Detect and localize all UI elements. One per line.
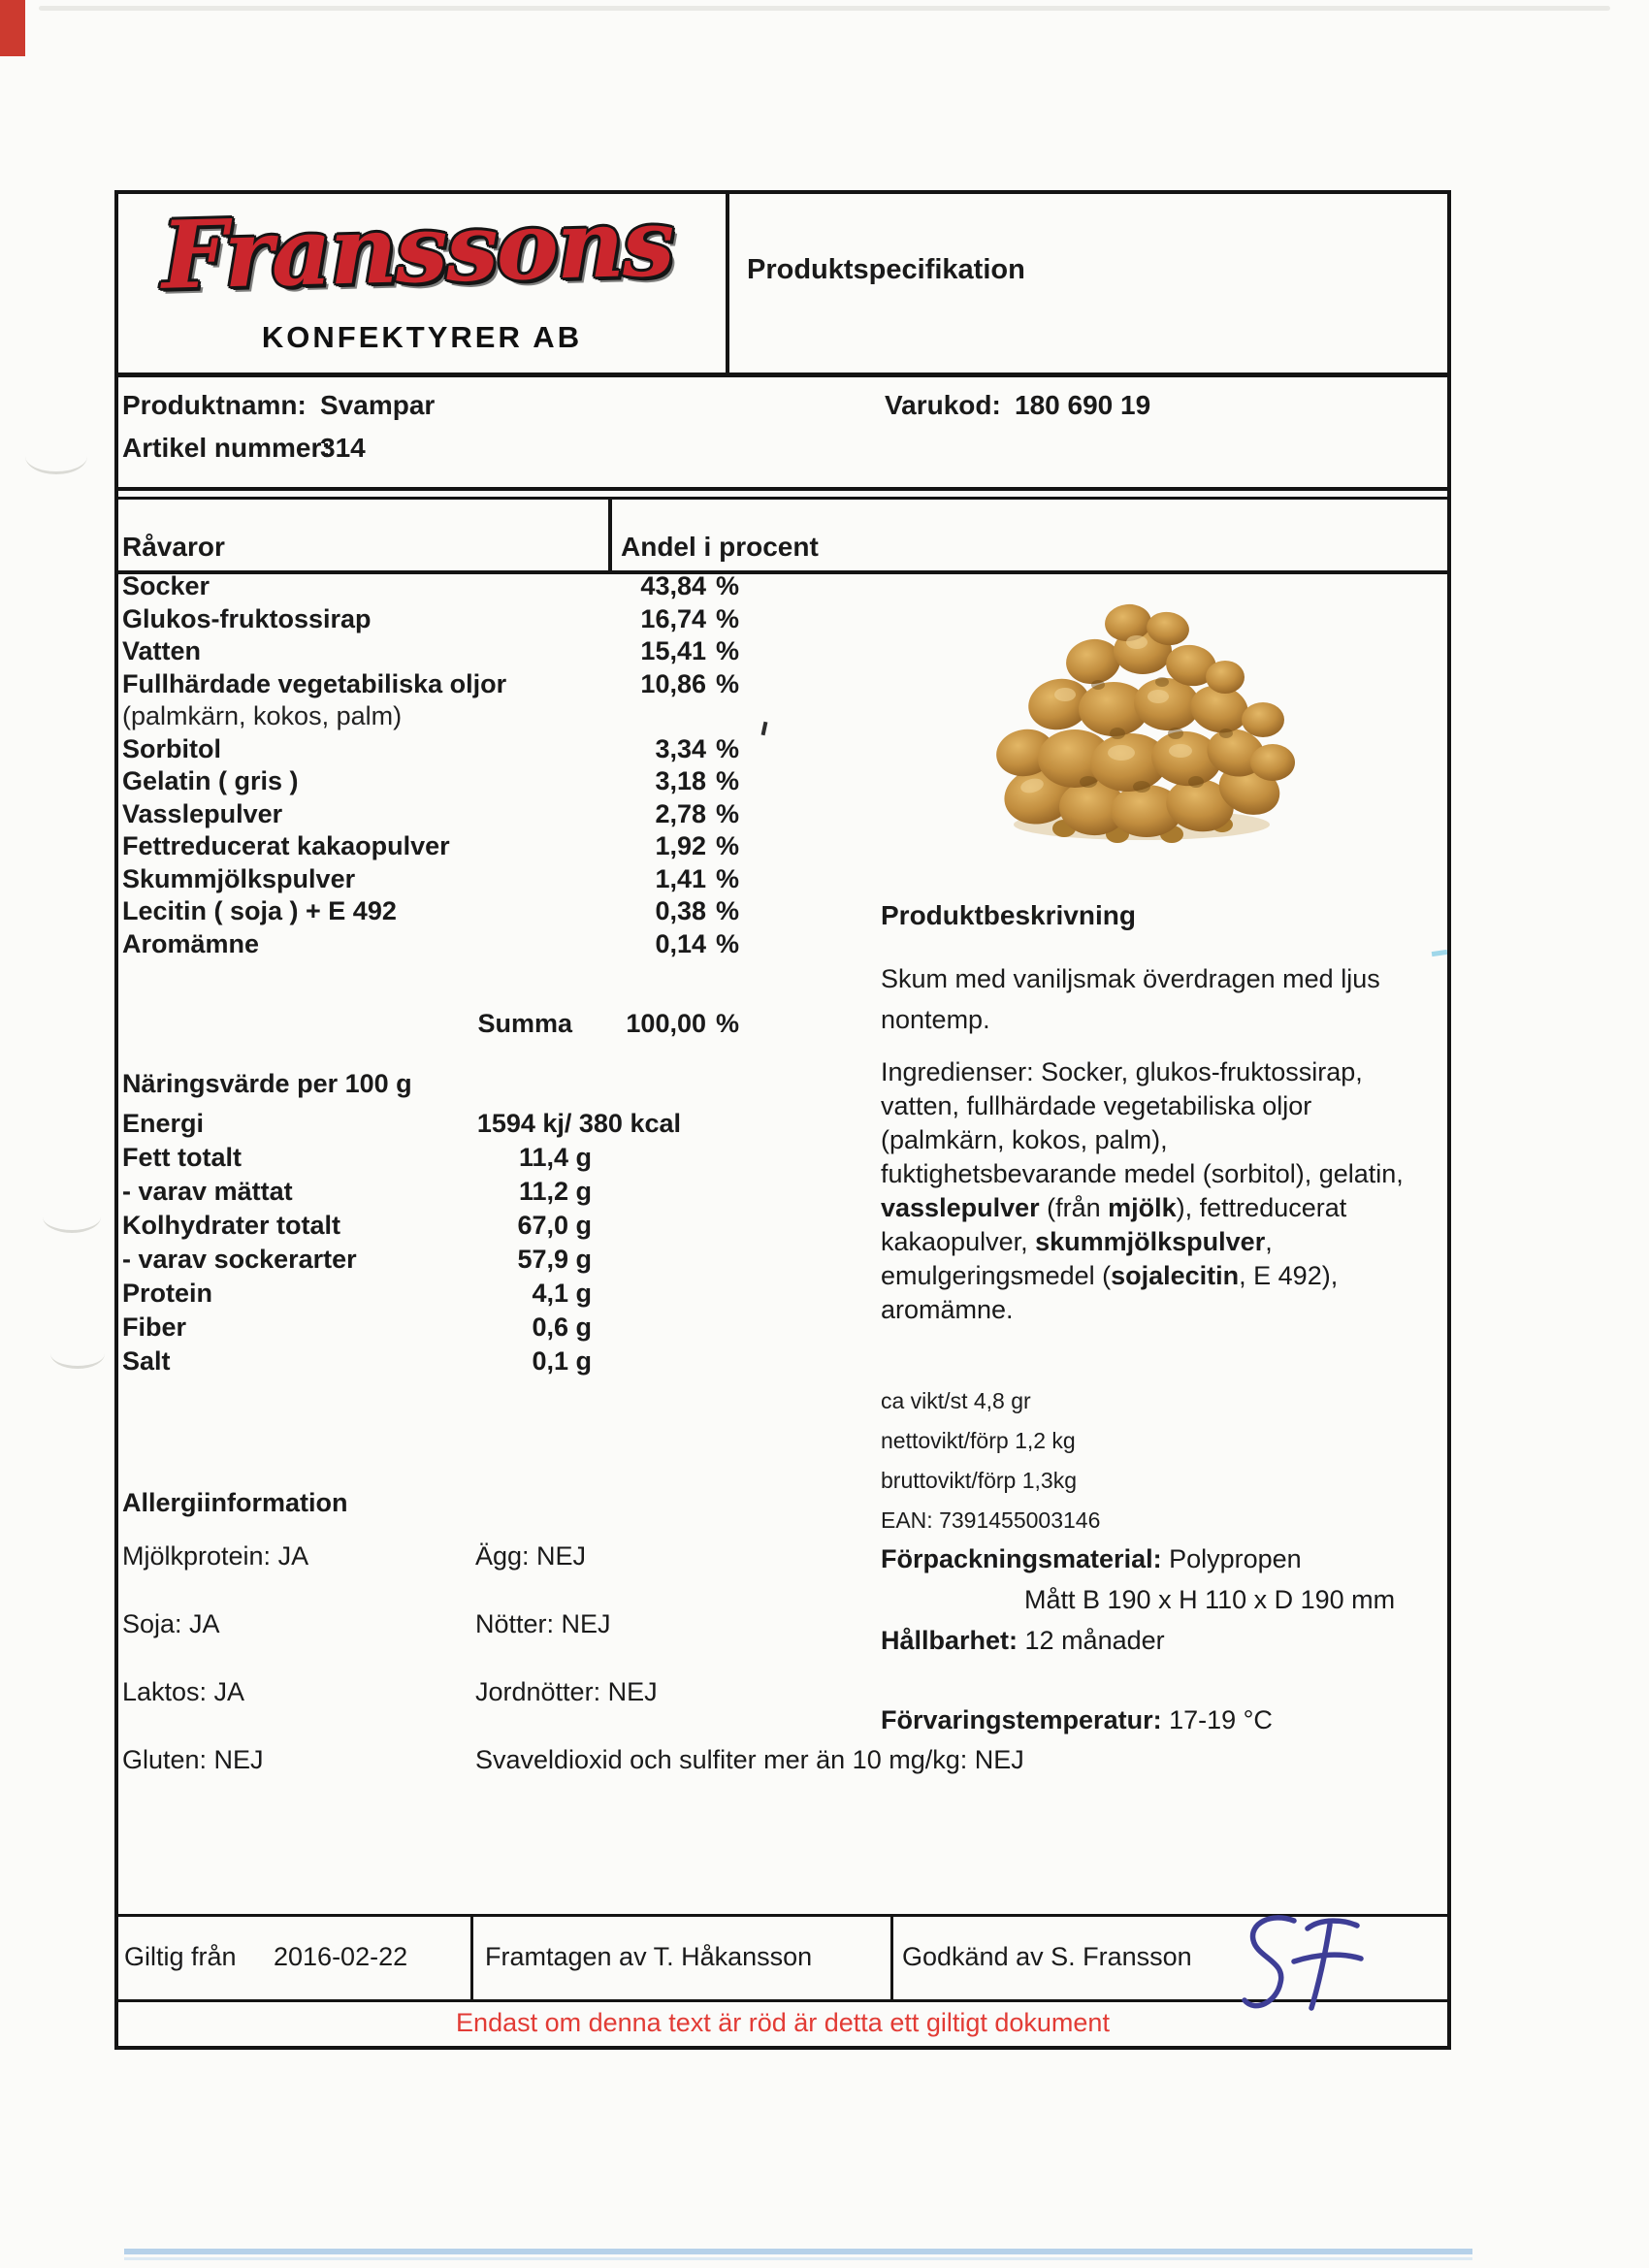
ingredient-row-note [122,700,751,733]
article-number-label: Artikel nummer: [122,433,331,463]
allergens-title: Allergiinformation [122,1488,348,1517]
packaging-dimensions: Mått B 190 x H 110 x D 190 mm [1024,1585,1396,1614]
ingredient-name: Aromämne [122,928,260,958]
ingredient-value: 2,78 [655,798,706,828]
nutrient-value: 0,1 g [532,1346,592,1376]
signature-handwritten [1234,1913,1370,2016]
nutrition-row [122,1345,592,1378]
allergen-left: Soja: JA [122,1609,220,1638]
nutrient-value: 11,4 g [518,1143,592,1172]
scan-artifact-red-corner [0,0,25,56]
nutrition-row [122,1311,592,1345]
ingredient-row [122,603,751,636]
weight-line: bruttovikt/förp 1,3kg [881,1468,1077,1493]
ingredient-value: 1,92 [655,831,706,861]
ingredients-declaration [881,1055,1404,1327]
packaging-material [881,1544,1302,1574]
weight-info [881,1381,1100,1540]
scan-artifact-blue-strip [124,2249,1472,2254]
ingredient-name: Lecitin ( soja ) + E 492 [122,896,397,926]
nutrient-value: 67,0 g [517,1211,592,1240]
weight-line: nettovikt/förp 1,2 kg [881,1428,1076,1453]
ingredient-unit: % [716,798,740,828]
ingredient-value: 1,41 [655,863,706,893]
nutrition-row [122,1209,592,1243]
ingredient-row [122,765,751,798]
ingredient-row [122,798,751,831]
ingredient-value: 0,38 [655,896,706,926]
nutrient-name: Salt [122,1346,171,1376]
ingredient-name: Fullhärdade vegetabiliska oljor [122,668,507,698]
ingredients-total-row [122,1007,751,1040]
nutrition-row [122,1243,592,1277]
product-photo-candy-pile [982,580,1302,857]
packaging-material-label: Förpackningsmaterial: [881,1544,1162,1573]
ingredient-name: Gelatin ( gris ) [122,766,299,796]
ingredient-name: (palmkärn, kokos, palm) [122,701,403,731]
nutrient-value: 1594 kj/ 380 kcal [476,1109,681,1138]
declaration-line: Ingredienser: Socker, glukos-fruktossirap, [881,1057,1363,1086]
product-code-label: Varukod: [885,390,1001,420]
allergen-right: Nötter: NEJ [475,1609,611,1638]
ingredients-table [122,570,751,1040]
header-divider-rule [726,194,729,373]
footer-divider-1 [470,1917,473,1999]
ingredient-unit: % [716,733,740,763]
allergen-row [122,1745,1092,1813]
ingredient-name: Glukos-fruktossirap [122,603,372,633]
ingredient-name: Skummjölkspulver [122,863,356,893]
declaration-line: fuktighetsbevarande medel (sorbitol), gelatin, [881,1159,1404,1188]
total-label: Summa [477,1008,572,1038]
storage-temperature-value: 17-19 °C [1161,1705,1273,1734]
valid-from-date: 2016-02-22 [274,1942,408,1971]
shelf-life-label: Hållbarhet: [881,1626,1018,1655]
ingredient-row [122,570,751,603]
ingredient-unit: % [716,636,740,666]
scan-artifact-arc [43,1201,101,1233]
ingredient-value: 43,84 [640,571,706,601]
declaration-line: emulgeringsmedel (sojalecitin, E 492), [881,1261,1339,1290]
ingredient-value: 3,18 [655,766,706,796]
document-title: Produktspecifikation [747,254,1025,285]
ingredient-unit: % [716,831,740,861]
allergen-right: Ägg: NEJ [475,1541,587,1571]
weight-line: ca vikt/st 4,8 gr [881,1388,1031,1413]
ingredient-name: Socker [122,571,210,601]
footer-divider-2 [890,1917,893,1999]
nutrient-value: 57,9 g [517,1245,592,1274]
company-logo-subtitle: KONFEKTYRER AB [261,320,583,354]
nutrition-table [122,1069,681,1378]
ingredient-unit: % [716,766,740,796]
allergen-left: Gluten: NEJ [122,1745,264,1774]
allergen-right: Jordnötter: NEJ [475,1677,658,1706]
allergen-right: Svaveldioxid och sulfiter mer än 10 mg/kg: NEJ [475,1745,1024,1774]
declaration-line: vatten, fullhärdade vegetabiliska oljor [881,1091,1312,1120]
valid-from-label: Giltig från [124,1942,237,1971]
nutrient-name: Kolhydrater totalt [122,1211,341,1240]
allergen-left: Laktos: JA [122,1677,245,1706]
scan-artifact-blue-strip [124,2257,1472,2260]
nutrient-name: - varav sockerarter [122,1245,357,1274]
validity-note: Endast om denna text är röd är detta ett giltigt dokument [456,2008,1110,2037]
nutrition-row [122,1175,592,1209]
ingredient-row [122,668,751,701]
scan-artifact-top-smudge [39,6,1610,11]
declaration-line: aromämne. [881,1295,1014,1324]
company-logo: Franssons [160,187,674,310]
ingredient-name: Fettreducerat kakaopulver [122,831,450,861]
approved-by: Godkänd av S. Fransson [902,1942,1192,1971]
ingredient-row [122,635,751,668]
total-value: 100,00 [626,1008,706,1038]
ingredient-value: 0,14 [655,928,706,958]
allergens-table [122,1541,1092,1813]
shelf-life-value: 12 månader [1018,1626,1165,1655]
storage-temperature [881,1705,1273,1735]
ingredient-row [122,928,751,961]
scan-artifact-arc [25,438,87,474]
ingredient-value: 16,74 [640,603,706,633]
nutrient-value: 0,6 g [532,1312,592,1342]
product-name-label: Produktnamn: [122,390,307,420]
total-unit: % [716,1008,740,1038]
ingredient-value: 15,41 [640,636,706,666]
product-code-value: 180 690 19 [1015,390,1151,420]
ingredient-row [122,733,751,766]
scan-artifact-arc [50,1339,105,1369]
ingredient-name: Vatten [122,636,202,666]
created-by: Framtagen av T. Håkansson [485,1942,813,1971]
column-header-raw-materials: Råvaror [122,532,225,562]
header-bottom-rule [118,373,1447,377]
description-line: Skum med vaniljsmak överdragen med ljus [881,964,1380,993]
description-line: nontemp. [881,1005,990,1034]
nutrient-name: Energi [122,1109,205,1138]
nutrient-value: 4,1 g [532,1279,592,1308]
ingredient-unit: % [716,603,740,633]
signature-initials [0,0,1,1]
nutrition-row [122,1141,592,1175]
product-description-title: Produktbeskrivning [881,900,1136,930]
nutrition-title: Näringsvärde per 100 g [122,1069,412,1098]
column-header-percent: Andel i procent [621,532,819,562]
ingredient-unit: % [716,896,740,926]
ingredient-row [122,895,751,928]
storage-temperature-label: Förvaringstemperatur: [881,1705,1162,1734]
ingredient-name: Vasslepulver [122,798,283,828]
nutrient-value: 11,2 g [518,1177,592,1206]
ingredient-unit: % [716,571,740,601]
rawmaterials-top-rule [118,497,1447,500]
ingredient-name: Sorbitol [122,733,221,763]
ingredient-unit: % [716,863,740,893]
ean-line: EAN: 7391455003146 [881,1507,1101,1533]
nutrient-name: Protein [122,1279,213,1308]
nutrition-row [122,1277,592,1311]
ingredient-row [122,863,751,896]
nutrient-name: Fiber [122,1312,187,1342]
nutrition-row [122,1107,681,1141]
article-number-value: 314 [320,433,366,463]
shelf-life [881,1626,1165,1656]
packaging-material-value: Polypropen [1161,1544,1302,1573]
declaration-line: kakaopulver, skummjölkspulver, [881,1227,1273,1256]
ingredient-unit: % [716,928,740,958]
productrow-bottom-rule [118,487,1447,491]
ingredient-value: 10,86 [640,668,706,698]
nutrient-name: Fett totalt [122,1143,242,1172]
nutrient-name: - varav mättat [122,1177,293,1206]
ingredient-row [122,830,751,863]
ingredient-unit: % [716,668,740,698]
product-name-value: Svampar [320,390,436,420]
rawmaterials-divider-rule [608,500,612,570]
declaration-line: vasslepulver (från mjölk), fettreducerat [881,1193,1347,1222]
declaration-line: (palmkärn, kokos, palm), [881,1125,1168,1154]
ingredient-value: 3,34 [655,733,706,763]
allergen-left: Mjölkprotein: JA [122,1541,309,1571]
